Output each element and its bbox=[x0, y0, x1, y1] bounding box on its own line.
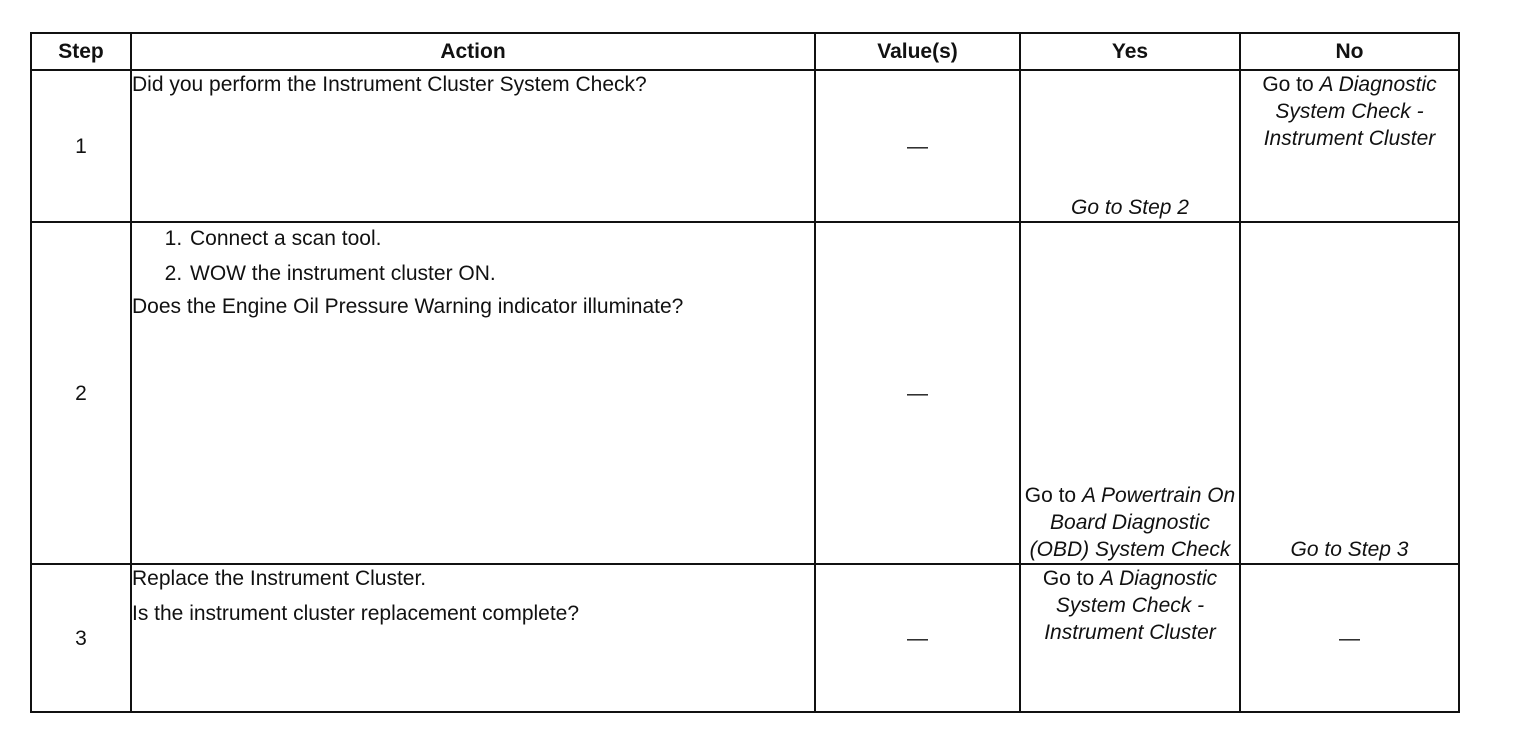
step-number: 3 bbox=[31, 564, 131, 712]
header-row bbox=[31, 33, 1459, 70]
value-cell: — bbox=[815, 222, 1020, 564]
action-step: 2. WOW the instrument cluster ON. bbox=[188, 260, 814, 287]
header-action: Action bbox=[131, 33, 815, 70]
yes-prefix: Go to bbox=[1024, 484, 1082, 507]
step-number: 1 bbox=[31, 70, 131, 222]
action-step-list bbox=[132, 225, 814, 287]
yes-cell bbox=[1020, 564, 1240, 712]
no-cell: — bbox=[1240, 564, 1459, 712]
action-question: Does the Engine Oil Pressure Warning indicator illuminate? bbox=[132, 295, 684, 318]
no-step-link[interactable]: Go to Step 3 bbox=[1290, 538, 1409, 561]
no-cell bbox=[1240, 70, 1459, 222]
table-row bbox=[31, 70, 1459, 222]
no-cell bbox=[1240, 222, 1459, 564]
header-step: Step bbox=[31, 33, 131, 70]
value-cell: — bbox=[815, 70, 1020, 222]
action-instruction: Replace the Instrument Cluster. bbox=[132, 567, 427, 590]
yes-step-link[interactable]: Go to Step 2 bbox=[1071, 196, 1189, 219]
table-row bbox=[31, 564, 1459, 712]
yes-prefix: Go to bbox=[1042, 567, 1101, 590]
step-number: 2 bbox=[31, 222, 131, 564]
action-question: Is the instrument cluster replacement complete? bbox=[132, 602, 580, 625]
no-prefix: Go to bbox=[1262, 73, 1320, 96]
value-cell: — bbox=[815, 564, 1020, 712]
diagnostic-table bbox=[30, 32, 1460, 713]
yes-cell bbox=[1020, 222, 1240, 564]
yes-cell bbox=[1020, 70, 1240, 222]
action-cell bbox=[131, 222, 815, 564]
header-yes: Yes bbox=[1020, 33, 1240, 70]
yes-procedure-link[interactable]: A Powertrain On Board Diagnostic (OBD) System Check bbox=[1029, 484, 1236, 561]
yes-procedure-link[interactable]: A Diagnostic System Check - Instrument Cluster bbox=[1044, 567, 1218, 644]
header-no: No bbox=[1240, 33, 1459, 70]
action-cell bbox=[131, 70, 815, 222]
no-procedure-link[interactable]: A Diagnostic System Check - Instrument Cluster bbox=[1263, 73, 1437, 150]
table-row bbox=[31, 222, 1459, 564]
action-step: 1. Connect a scan tool. bbox=[188, 225, 814, 252]
action-cell bbox=[131, 564, 815, 712]
header-values: Value(s) bbox=[815, 33, 1020, 70]
action-question: Did you perform the Instrument Cluster System Check? bbox=[132, 73, 647, 96]
